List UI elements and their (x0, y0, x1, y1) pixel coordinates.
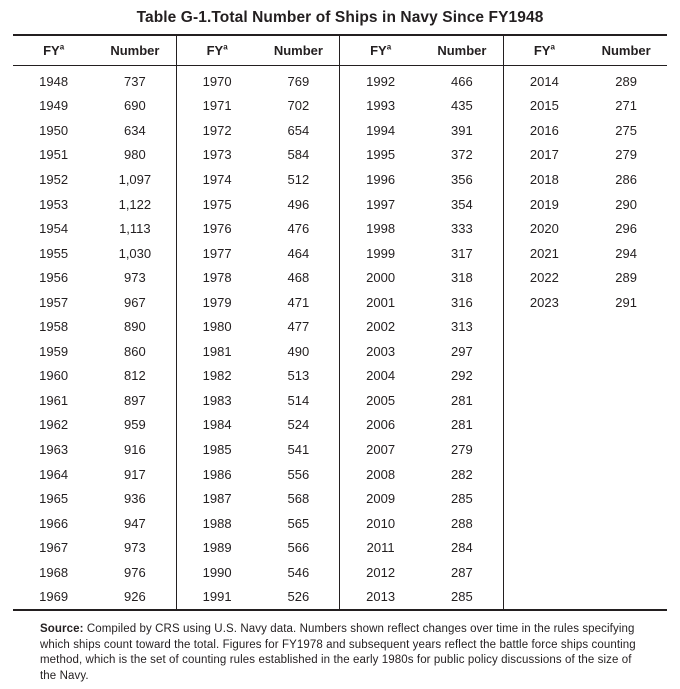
fy-cell: 1994 (366, 122, 396, 138)
number-cell: 690 (124, 98, 146, 114)
table-row (177, 118, 340, 143)
number-cell: 947 (124, 515, 146, 531)
table-row (504, 118, 668, 143)
fy-cell: 2007 (366, 441, 396, 457)
number-column-header: Number (437, 43, 487, 58)
number-column-header: Number (601, 43, 651, 58)
number-cell: 464 (287, 245, 310, 261)
group-rows (340, 66, 503, 609)
table-row (177, 584, 340, 609)
number-cell: 584 (287, 147, 310, 163)
fy-footnote-marker: a (223, 42, 228, 52)
fy-cell: 1998 (366, 221, 396, 237)
table-row (13, 241, 176, 266)
fy-cell: 1962 (39, 417, 69, 433)
fy-footnote-marker: a (59, 42, 65, 52)
fy-cell: 1950 (39, 122, 69, 138)
number-cell: 313 (451, 319, 473, 335)
fy-header-label: FY (533, 43, 551, 58)
number-cell: 471 (287, 294, 310, 310)
fy-cell: 1971 (202, 98, 232, 114)
number-cell: 435 (451, 98, 473, 114)
table-row (177, 413, 340, 438)
table-row (177, 364, 340, 389)
table-row (13, 192, 176, 217)
number-cell: 860 (124, 343, 146, 359)
number-cell: 333 (451, 221, 473, 237)
fy-cell: 1973 (202, 147, 232, 163)
table-row (13, 143, 176, 168)
table-row (177, 265, 340, 290)
number-cell: 476 (287, 221, 310, 237)
fy-footnote-marker: a (550, 42, 555, 52)
fy-cell: 1985 (202, 441, 232, 457)
table-row (13, 535, 176, 560)
number-cell: 279 (451, 441, 473, 457)
fy-cell: 1997 (366, 196, 396, 212)
fy-cell: 1970 (202, 73, 232, 89)
fy-cell: 1976 (202, 221, 232, 237)
number-cell: 284 (451, 540, 473, 556)
number-cell: 490 (287, 343, 310, 359)
table-row (504, 216, 668, 241)
table-row (177, 143, 340, 168)
table-row (340, 511, 503, 536)
table-row (13, 118, 176, 143)
number-cell: 737 (124, 73, 146, 89)
fy-column-header (504, 43, 586, 58)
number-cell: 769 (287, 73, 310, 89)
fy-column-header (340, 43, 421, 58)
table-row (340, 118, 503, 143)
fy-cell: 1951 (39, 147, 69, 163)
source-note (40, 622, 642, 684)
fy-cell: 2011 (366, 540, 395, 556)
table-row (13, 413, 176, 438)
fy-cell: 1948 (39, 73, 69, 89)
fy-cell: 2002 (366, 319, 396, 335)
number-cell: 286 (615, 171, 637, 187)
number-cell: 289 (615, 73, 637, 89)
table-row (504, 143, 668, 168)
number-cell: 290 (615, 196, 637, 212)
number-cell: 318 (451, 270, 473, 286)
number-cell: 890 (124, 319, 146, 335)
number-cell: 279 (615, 147, 637, 163)
number-cell: 897 (124, 392, 146, 408)
number-cell: 634 (124, 122, 146, 138)
table-row (13, 69, 176, 94)
fy-cell: 1967 (39, 540, 69, 556)
table-row (504, 241, 668, 266)
fy-column-header (13, 43, 94, 58)
table-row (340, 192, 503, 217)
source-label: Source: (40, 623, 84, 636)
number-cell: 556 (287, 466, 310, 482)
number-cell: 973 (124, 540, 146, 556)
table-row (340, 216, 503, 241)
table-group-1992-2013 (340, 36, 504, 609)
fy-cell: 2004 (366, 368, 396, 384)
number-cell: 926 (124, 589, 146, 605)
fy-cell: 1969 (39, 589, 69, 605)
table-row (504, 94, 668, 119)
table-group-1970-1991 (177, 36, 341, 609)
fy-cell: 1984 (202, 417, 232, 433)
fy-cell: 1993 (366, 98, 396, 114)
group-rows (177, 66, 340, 609)
number-cell: 289 (615, 270, 637, 286)
number-cell: 296 (615, 221, 637, 237)
table-row (504, 192, 668, 217)
fy-cell: 1999 (366, 245, 396, 261)
table-row (340, 388, 503, 413)
number-cell: 468 (287, 270, 310, 286)
number-cell: 496 (287, 196, 310, 212)
number-cell: 372 (451, 147, 473, 163)
group-header (340, 36, 503, 66)
fy-cell: 1954 (39, 221, 69, 237)
fy-cell: 1980 (202, 319, 232, 335)
fy-cell: 1953 (39, 196, 69, 212)
fy-cell: 1989 (202, 540, 232, 556)
table-row (177, 486, 340, 511)
table-row (340, 535, 503, 560)
number-cell: 566 (287, 540, 310, 556)
group-header (177, 36, 340, 66)
fy-cell: 1983 (202, 392, 232, 408)
number-cell: 1,097 (118, 171, 152, 187)
number-cell: 702 (287, 98, 310, 114)
fy-cell: 2013 (366, 589, 396, 605)
number-cell: 967 (124, 294, 146, 310)
fy-cell: 2010 (366, 515, 396, 531)
number-cell: 356 (451, 171, 473, 187)
fy-header-label: FY (206, 43, 224, 58)
number-cell: 281 (451, 417, 473, 433)
table-row (340, 437, 503, 462)
table-row (177, 314, 340, 339)
fy-cell: 2014 (529, 73, 559, 89)
number-cell: 1,113 (119, 221, 151, 237)
fy-cell: 1963 (39, 441, 69, 457)
fy-column-header (177, 43, 258, 58)
fy-cell: 2017 (529, 147, 559, 163)
table-row (177, 339, 340, 364)
table-row (13, 511, 176, 536)
fy-cell: 1972 (202, 122, 232, 138)
number-cell: 287 (451, 564, 473, 580)
number-cell: 513 (287, 368, 310, 384)
source-text: Compiled by CRS using U.S. Navy data. Numbers shown reflect changes over time in the rules specifying which ships count toward the total. Figures for FY1978 and subsequent years reflect the battle force ships counting method, which is the set of counting rules established in the early 1980s for public policy discussions of the size of the Navy. (40, 623, 636, 682)
fy-cell: 2018 (529, 171, 559, 187)
fy-cell: 1974 (202, 171, 232, 187)
fy-cell: 1957 (39, 294, 69, 310)
fy-cell: 2008 (366, 466, 396, 482)
fy-header-label: FY (370, 43, 387, 58)
number-cell: 316 (451, 294, 473, 310)
number-column-header: Number (110, 43, 160, 58)
number-cell: 917 (124, 466, 146, 482)
group-header (504, 36, 668, 66)
fy-cell: 1981 (202, 343, 232, 359)
number-cell: 812 (124, 368, 146, 384)
table-row (177, 69, 340, 94)
table-row (177, 94, 340, 119)
fy-cell: 2005 (366, 392, 396, 408)
number-cell: 936 (124, 491, 146, 507)
number-cell: 980 (124, 147, 146, 163)
fy-cell: 2012 (366, 564, 396, 580)
table-row (340, 364, 503, 389)
fy-cell: 1961 (39, 392, 69, 408)
table-row (340, 339, 503, 364)
table-row (13, 290, 176, 315)
table-row (13, 339, 176, 364)
fy-cell: 1960 (39, 368, 69, 384)
table-group-1948-1969 (13, 36, 177, 609)
number-cell: 291 (615, 294, 637, 310)
table-row (13, 167, 176, 192)
number-cell: 292 (451, 368, 473, 384)
table-row (13, 314, 176, 339)
fy-cell: 1975 (202, 196, 232, 212)
table-row (177, 192, 340, 217)
fy-footnote-marker: a (386, 42, 392, 52)
fy-cell: 1964 (39, 466, 69, 482)
fy-cell: 1982 (202, 368, 232, 384)
table-row (504, 69, 668, 94)
table-row (504, 290, 668, 315)
fy-cell: 1966 (39, 515, 69, 531)
fy-cell: 2021 (529, 245, 559, 261)
table-row (13, 94, 176, 119)
number-cell: 294 (615, 245, 637, 261)
table-row (13, 584, 176, 609)
number-cell: 541 (287, 441, 310, 457)
number-cell: 973 (124, 270, 146, 286)
number-cell: 281 (451, 392, 473, 408)
fy-cell: 2020 (529, 221, 559, 237)
fy-cell: 2019 (529, 196, 559, 212)
table-row (340, 314, 503, 339)
fy-cell: 1958 (39, 319, 69, 335)
table-row (177, 216, 340, 241)
number-cell: 466 (451, 73, 473, 89)
number-cell: 477 (287, 319, 310, 335)
table-row (340, 560, 503, 585)
number-cell: 1,122 (118, 196, 152, 212)
table-row (177, 462, 340, 487)
table-row (340, 167, 503, 192)
fy-cell: 2001 (366, 294, 396, 310)
number-cell: 654 (287, 122, 310, 138)
table-row (13, 364, 176, 389)
table-row (177, 290, 340, 315)
table-row (340, 265, 503, 290)
number-cell: 285 (451, 589, 473, 605)
fy-header-label: FY (43, 43, 60, 58)
table-row (177, 241, 340, 266)
fy-cell: 1965 (39, 491, 69, 507)
number-cell: 354 (451, 196, 473, 212)
number-cell: 526 (287, 589, 310, 605)
fy-cell: 2015 (529, 98, 559, 114)
table-row (340, 143, 503, 168)
table-row (13, 560, 176, 585)
fy-cell: 1978 (202, 270, 232, 286)
fy-cell: 1995 (366, 147, 396, 163)
number-cell: 297 (451, 343, 473, 359)
table-row (340, 584, 503, 609)
number-cell: 285 (451, 491, 473, 507)
number-cell: 546 (287, 564, 310, 580)
table-row (177, 437, 340, 462)
number-cell: 916 (124, 441, 146, 457)
number-cell: 959 (124, 417, 146, 433)
number-cell: 317 (451, 245, 473, 261)
number-cell: 288 (451, 515, 473, 531)
table-row (13, 437, 176, 462)
number-column-header: Number (273, 43, 323, 58)
table-row (340, 413, 503, 438)
number-cell: 568 (287, 491, 310, 507)
fy-cell: 1986 (202, 466, 232, 482)
number-cell: 282 (451, 466, 473, 482)
fy-cell: 1988 (202, 515, 232, 531)
table-row (13, 265, 176, 290)
table-row (340, 69, 503, 94)
fy-cell: 1955 (39, 245, 69, 261)
table-row (504, 265, 668, 290)
number-cell: 271 (615, 98, 637, 114)
fy-cell: 2022 (529, 270, 559, 286)
fy-cell: 1959 (39, 343, 69, 359)
table-row (177, 388, 340, 413)
table-row (340, 290, 503, 315)
table-group-2014-2023 (504, 36, 668, 609)
fy-cell: 1992 (366, 73, 396, 89)
fy-cell: 2023 (529, 294, 559, 310)
group-rows (504, 66, 668, 314)
table-row (13, 486, 176, 511)
table-row (340, 94, 503, 119)
table-row (340, 241, 503, 266)
table-row (177, 560, 340, 585)
number-cell: 391 (451, 122, 473, 138)
fy-cell: 1952 (39, 171, 69, 187)
table-row (177, 535, 340, 560)
group-header (13, 36, 176, 66)
fy-cell: 1968 (39, 564, 69, 580)
fy-cell: 1990 (202, 564, 232, 580)
fy-cell: 1949 (39, 98, 69, 114)
fy-cell: 1956 (39, 270, 69, 286)
table-row (340, 486, 503, 511)
fy-cell: 1991 (202, 589, 232, 605)
fy-cell: 1987 (202, 491, 232, 507)
fy-cell: 1979 (202, 294, 232, 310)
fy-cell: 2006 (366, 417, 396, 433)
fy-cell: 1996 (366, 171, 396, 187)
table-row (504, 167, 668, 192)
table-row (177, 167, 340, 192)
table-row (13, 388, 176, 413)
number-cell: 275 (615, 122, 637, 138)
number-cell: 524 (287, 417, 310, 433)
number-cell: 1,030 (118, 245, 152, 261)
fy-cell: 1977 (202, 245, 232, 261)
number-cell: 565 (287, 515, 310, 531)
fy-cell: 2009 (366, 491, 396, 507)
table-row (13, 216, 176, 241)
fy-cell: 2016 (529, 122, 559, 138)
number-cell: 512 (287, 171, 310, 187)
group-rows (13, 66, 176, 609)
ships-table (13, 34, 667, 611)
fy-cell: 2000 (366, 270, 396, 286)
table-title: Table G-1.Total Number of Ships in Navy Since FY1948 (136, 9, 544, 26)
table-row (177, 511, 340, 536)
number-cell: 976 (124, 564, 146, 580)
fy-cell: 2003 (366, 343, 396, 359)
table-row (13, 462, 176, 487)
table-row (340, 462, 503, 487)
number-cell: 514 (287, 392, 310, 408)
